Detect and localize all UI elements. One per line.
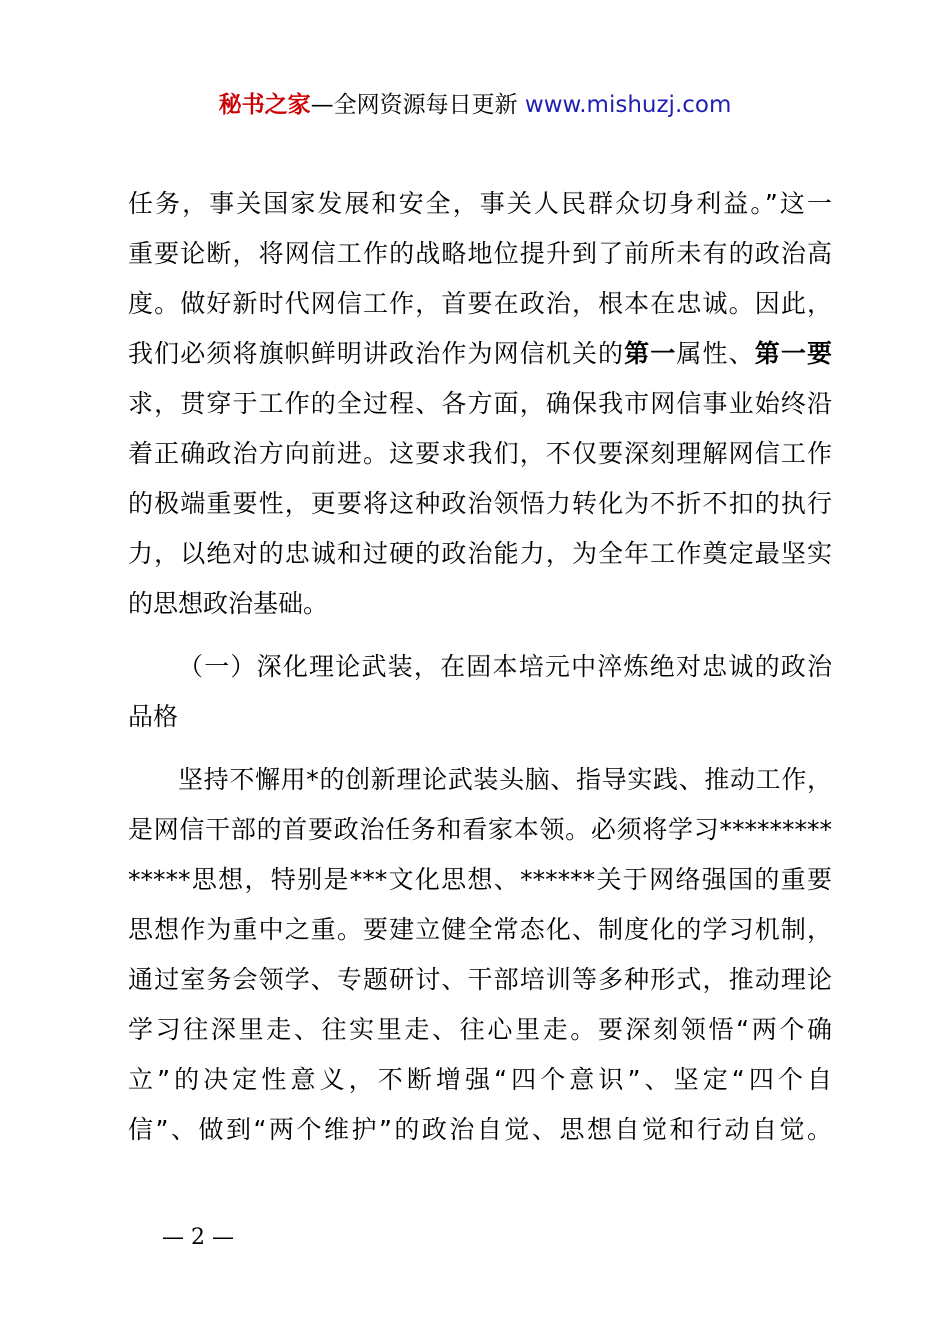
body-text: 我们必须将旗帜鲜明讲政治作为网信机关的 — [128, 339, 625, 368]
body-line: 重要论断，将网信工作的战略地位提升到了前所未有的政治高 — [128, 239, 832, 268]
section-heading: 品格 — [128, 702, 179, 731]
header-tagline: —全网资源每日更新 — [310, 92, 518, 118]
body-line: 学习往深里走、往实里走、往心里走。要深刻领悟“两个确 — [128, 1015, 832, 1044]
body-line: 求，贯穿于工作的全过程、各方面，确保我市网信事业始终沿 — [128, 389, 832, 418]
body-text: 属性、 — [676, 339, 755, 368]
emphasis-text: 第一 — [624, 339, 677, 368]
body-line: 的极端重要性，更要将这种政治领悟力转化为不折不扣的执行 — [128, 489, 832, 518]
body-line: *****思想，特别是***文化思想、******关于网络强国的重要 — [128, 865, 832, 894]
header-url[interactable]: www.mishuzj.com — [524, 92, 732, 118]
body-line: 力，以绝对的忠诚和过硬的政治能力，为全年工作奠定最坚实 — [128, 539, 832, 568]
body-line: 任务，事关国家发展和安全，事关人民群众切身利益。”这一 — [128, 189, 832, 218]
emphasis-text: 第一要 — [754, 339, 832, 368]
page-number: — 2 — — [162, 1225, 234, 1250]
body-line: 是网信干部的首要政治任务和看家本领。必须将学习********* — [128, 815, 832, 844]
body-line: 的思想政治基础。 — [128, 589, 329, 618]
body-line: 坚持不懈用*的创新理论武装头脑、指导实践、推动工作， — [178, 765, 832, 794]
header-brand: 秘书之家 — [218, 92, 311, 118]
section-heading: （一）深化理论武装，在固本培元中淬炼绝对忠诚的政治 — [178, 652, 832, 681]
body-line: 通过室务会领学、专题研讨、干部培训等多种形式，推动理论 — [128, 965, 832, 994]
body-line: 信”、做到“两个维护”的政治自觉、思想自觉和行动自觉。 — [128, 1115, 832, 1144]
body-line: 着正确政治方向前进。这要求我们，不仅要深刻理解网信工作 — [128, 439, 832, 468]
body-line: 立”的决定性意义，不断增强“四个意识”、坚定“四个自 — [128, 1065, 832, 1094]
site-header — [0, 88, 950, 122]
body-line: 度。做好新时代网信工作，首要在政治，根本在忠诚。因此， — [128, 289, 832, 318]
body-line: 思想作为重中之重。要建立健全常态化、制度化的学习机制， — [128, 915, 832, 944]
body-line — [128, 336, 832, 372]
